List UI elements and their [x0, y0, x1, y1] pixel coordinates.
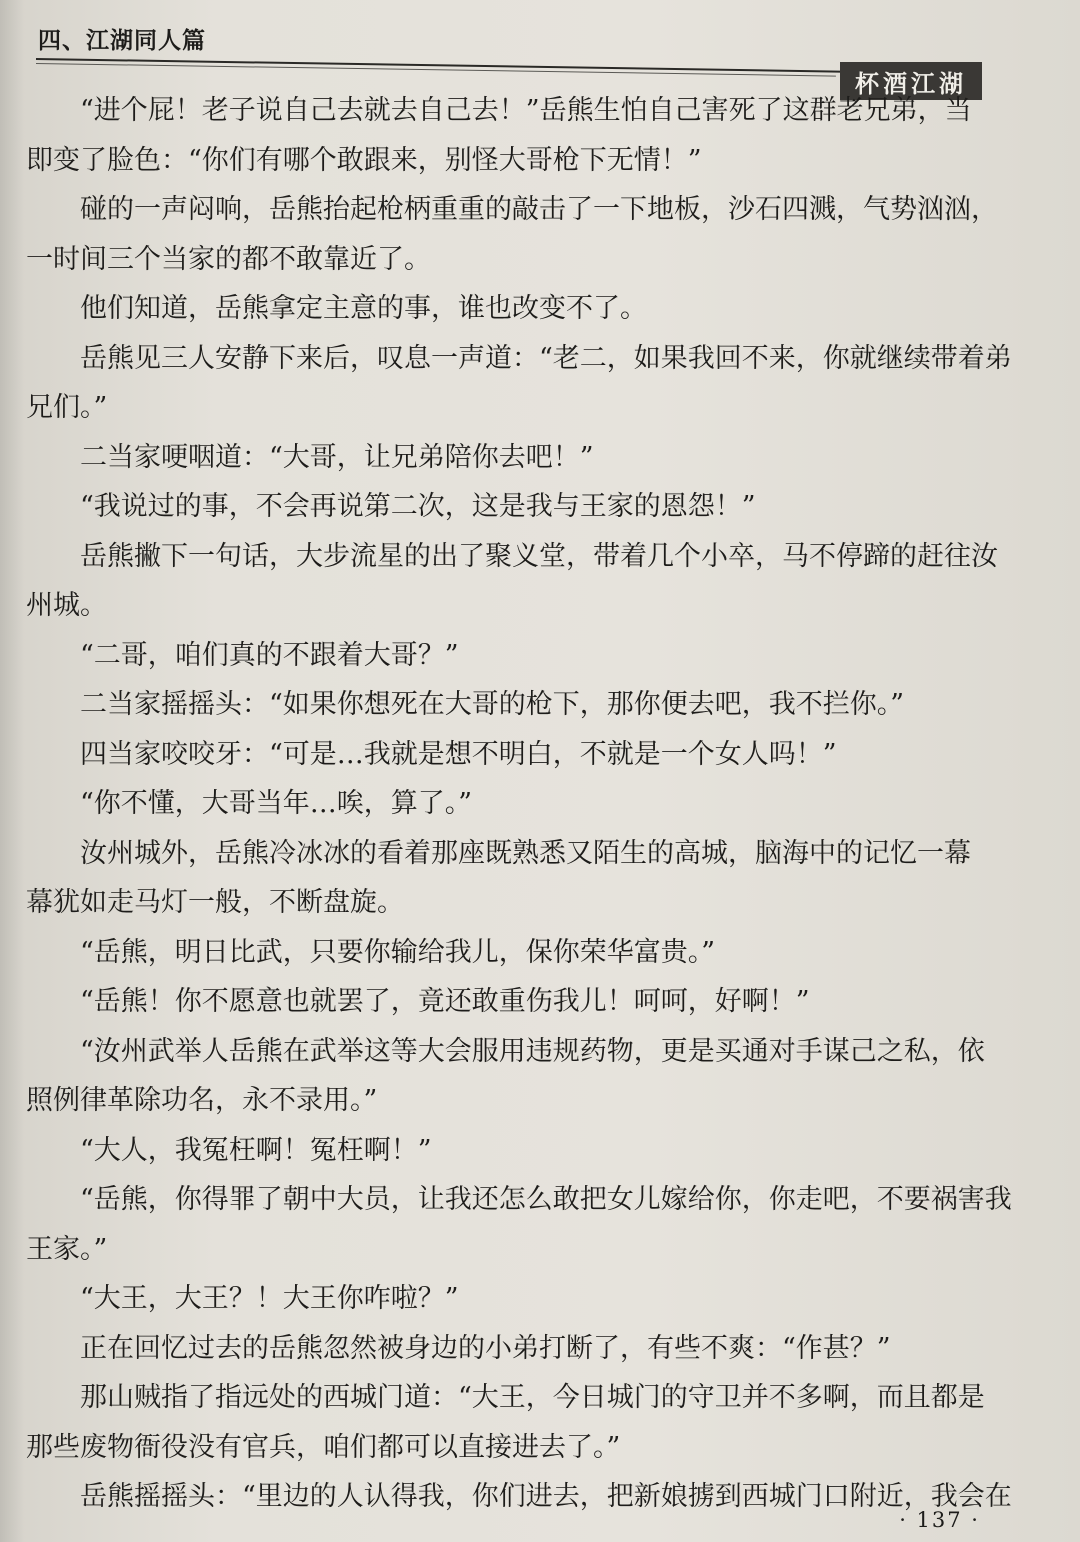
- text-line: 照例律革除功名，永不录用。”: [26, 1085, 378, 1116]
- text-line: “进个屁！老子说自己去就去自己去！”岳熊生怕自己害死了这群老兄弟，当: [80, 95, 972, 126]
- text-line: “你不懂，大哥当年…唉，算了。”: [80, 788, 473, 819]
- text-line: 岳熊见三人安静下来后，叹息一声道：“老二，如果我回不来，你就继续带着弟: [80, 342, 1012, 374]
- body-text: [26, 86, 1012, 1522]
- text-line: “岳熊，你得罪了朝中大员，让我还怎么敢把女儿嫁给你，你走吧，不要祸害我: [80, 1184, 1012, 1215]
- text-line: 二当家哽咽道：“大哥，让兄弟陪你去吧！”: [80, 441, 594, 473]
- text-line: 那些废物衙役没有官兵，咱们都可以直接进去了。”: [26, 1431, 621, 1463]
- text-line: “二哥，咱们真的不跟着大哥？”: [80, 639, 459, 671]
- text-line: “岳熊，明日比武，只要你输给我儿，保你荣华富贵。”: [80, 936, 716, 968]
- text-line: “大王，大王？！大王你咋啦？”: [80, 1283, 459, 1314]
- text-line: 岳熊摇摇头：“里边的人认得我，你们进去，把新娘掳到西城门口附近，我会在: [80, 1481, 1012, 1512]
- text-line: 王家。”: [26, 1233, 108, 1265]
- text-line: 即变了脸色：“你们有哪个敢跟来，别怪大哥枪下无情！”: [26, 144, 702, 176]
- text-line: 正在回忆过去的岳熊忽然被身边的小弟打断了，有些不爽：“作甚？”: [80, 1332, 891, 1364]
- text-line: 碰的一声闷响，岳熊抬起枪柄重重的敲击了一下地板，沙石四溅，气势汹汹，: [80, 194, 998, 225]
- text-line: 他们知道，岳熊拿定主意的事，谁也改变不了。: [80, 293, 647, 324]
- text-line: 一时间三个当家的都不敢靠近了。: [26, 243, 431, 275]
- spine-shadow: [0, 0, 24, 1542]
- text-line: “岳熊！你不愿意也就罢了，竟还敢重伤我儿！呵呵，好啊！”: [80, 986, 810, 1017]
- chapter-heading: 四、江湖同人篇: [38, 27, 206, 54]
- text-line: 岳熊撇下一句话，大步流星的出了聚义堂，带着几个小卒，马不停蹄的赶往汝: [80, 540, 998, 572]
- text-line: 州城。: [26, 590, 107, 621]
- page-number: · 137 ·: [899, 1508, 980, 1532]
- text-line: 二当家摇摇头：“如果你想死在大哥的枪下，那你便去吧，我不拦你。”: [80, 689, 905, 720]
- text-line: 幕犹如走马灯一般，不断盘旋。: [26, 887, 404, 918]
- text-line: “大人，我冤枉啊！冤枉啊！”: [80, 1134, 432, 1166]
- text-line: 兄们。”: [26, 392, 108, 423]
- text-line: 汝州城外，岳熊冷冰冰的看着那座既熟悉又陌生的高城，脑海中的记忆一幕: [80, 837, 971, 869]
- book-title-badge: 杯酒江湖: [840, 62, 982, 100]
- text-line: 四当家咬咬牙：“可是…我就是想不明白，不就是一个女人吗！”: [80, 738, 837, 770]
- text-line: “我说过的事，不会再说第二次，这是我与王家的恩怨！”: [80, 491, 756, 522]
- text-line: 那山贼指了指远处的西城门道：“大王，今日城门的守卫并不多啊，而且都是: [80, 1382, 985, 1413]
- text-line: “汝州武举人岳熊在武举这等大会服用违规药物，更是买通对手谋己之私，依: [80, 1035, 985, 1067]
